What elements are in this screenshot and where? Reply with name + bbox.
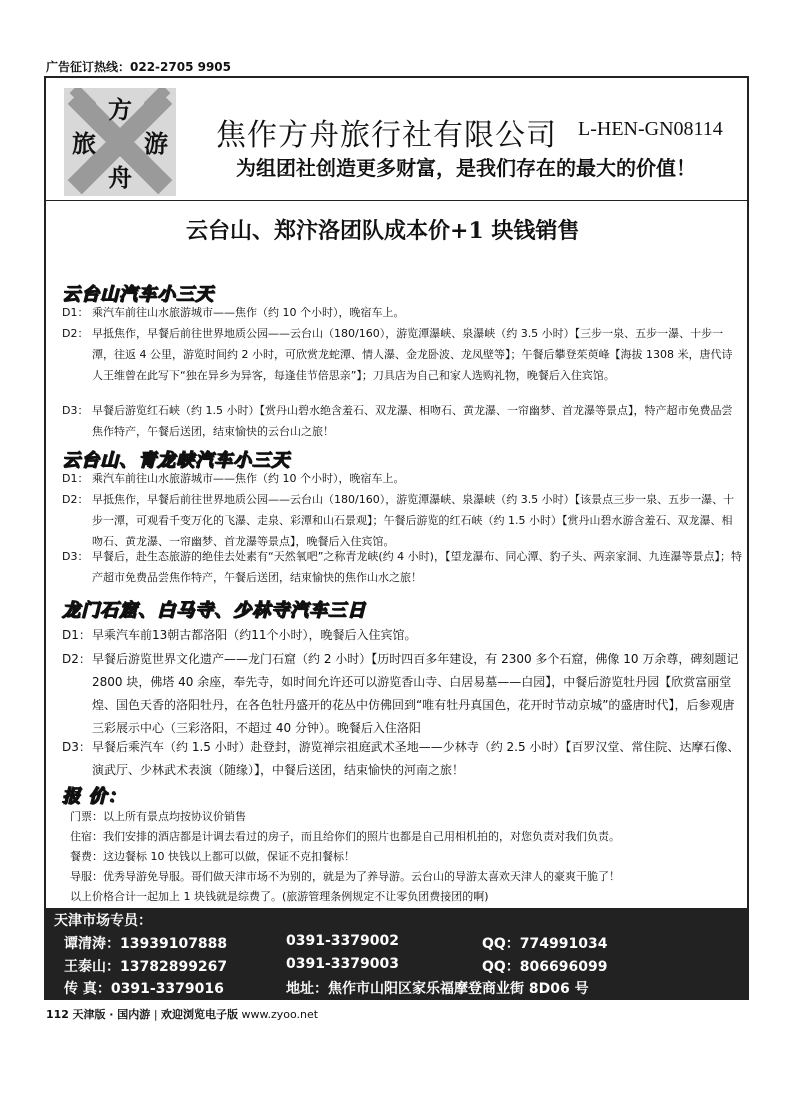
contact-tel: 0391-3379003 [286,956,399,972]
footer-section: 天津版 · 国内游 [72,1008,151,1021]
logo-char-bottom: 舟 [108,164,132,192]
contact-name: 谭清涛：13939107888 [64,936,228,952]
footer-tagline: 欢迎浏览电子版 [161,1008,239,1021]
ad-hotline: 广告征订热线：022-2705 9905 [46,60,232,74]
quote-line: 导服：优秀导游免导服。哥们做天津市场不为别的，就是为了养导游。云台山的导游太喜欢天津人的豪爽干脆了！ [70,870,620,883]
company-name: 焦作方舟旅行社有限公司 [216,118,557,153]
itinerary-day [62,323,742,386]
day-label: D1： [62,472,89,485]
day-label: D1： [62,628,91,642]
itinerary-day [62,736,742,782]
logo-char-top: 方 [108,96,132,124]
day-text: 乘汽车前往山水旅游城市——焦作（约 10 个小时），晚宿车上。 [92,472,405,485]
section-title-yuntai: 云台山汽车小三天 [62,284,214,305]
contact-qq: QQ：774991034 [482,936,608,952]
page-number: 112 [46,1008,69,1021]
page-footer [46,1006,318,1022]
day-label: D3： [62,404,89,417]
ad-headline: 云台山、郑汴洛团队成本价+1 块钱销售 [186,218,580,244]
footer-separator: | [153,1008,158,1021]
itinerary-day [62,489,742,552]
itinerary-day [62,648,742,740]
contact-address: 地址：焦作市山阳区家乐福摩登商业街 8D06 号 [286,981,589,997]
itinerary-day [62,546,742,588]
contact-panel [46,908,747,998]
section-title-qinglong: 云台山、青龙峡汽车小三天 [62,450,290,471]
day-label: D2： [62,652,91,666]
logo-char-right: 游 [144,130,168,158]
itinerary-day [62,468,742,489]
itinerary-day [62,624,742,647]
itinerary-day [62,400,742,442]
day-text: 早餐后乘汽车（约 1.5 小时）赴登封，游览禅宗祖庭武术圣地——少林寺（约 2.5 小时）【百罗汉堂、常住院、达摩石像、演武厅、少林武术表演（随缘）】，中餐后送团，结束愉快的河南之旅！ [92,740,740,777]
quote-line: 住宿：我们安排的酒店都是计调去看过的房子，而且给你们的照片也都是自己用相机拍的，对您负责对我们负责。 [70,830,620,843]
company-slogan: 为组团社创造更多财富，是我们存在的最大的价值！ [236,156,696,180]
quote-line: 餐费：这边餐标 10 快钱以上都可以做，保证不克扣餐标！ [70,850,355,863]
day-text: 早抵焦作，早餐后前往世界地质公园——云台山（180/160），游览潭瀑峡、泉瀑峡（约 3.5 小时）【该景点三步一泉、五步一瀑、十步一潭，可观看千变万化的飞瀑、走泉、彩潭和山石景观】；午餐后游览的红石峡（约 1.5 小时）【赏丹山碧水游含羞石、双龙瀑、相吻石、黄龙瀑、一帘幽梦、首龙瀑等景点】，晚餐后入住宾馆。 [92,493,735,548]
contact-fax: 传 真：0391-3379016 [64,981,224,997]
contact-name: 王泰山：13782899267 [64,959,228,975]
logo-char-left: 旅 [72,130,96,158]
day-label: D2： [62,327,89,340]
day-label: D2： [62,493,89,506]
company-logo [64,88,176,196]
header-divider [44,200,749,201]
day-label: D3： [62,740,91,754]
footer-url[interactable]: www.zyoo.net [241,1008,319,1021]
quote-title: 报 价： [62,786,127,807]
quote-notes [70,807,740,907]
contact-title: 天津市场专员： [54,913,152,929]
day-text: 早乘汽车前13朝古都洛阳（约11个小时），晚餐后入住宾馆。 [92,628,417,642]
day-label: D3： [62,550,89,563]
day-text: 早餐后，赴生态旅游的绝佳去处素有“天然氧吧”之称青龙峡(约 4 小时)，【望龙瀑布、同心潭、豹子头、两亲家洞、九连瀑等景点】；特产超市免费品尝焦作特产，午餐后送团，结束愉快的焦作山水之旅！ [92,550,742,584]
license-code: L-HEN-GN08114 [578,118,723,140]
quote-line: 以上价格合计一起加上 1 块钱就是综费了。(旅游管理条例规定不让零负团费接团的啊) [70,890,489,903]
day-text: 早餐后游览世界文化遗产——龙门石窟（约 2 小时）【历时四百多年建设，有 2300 多个石窟，佛像 10 万余尊，碑刻题记 2800 块，佛塔 40 余座，奉先寺，如时间允许还可以游览香山寺、白居易墓——白园】，中餐后游览牡丹园【欣赏富丽堂煌、国色天香的洛阳牡丹，在各色牡丹盛开的花丛中仿佛回到“唯有牡丹真国色，花开时节动京城”的盛唐时代】，后参观唐三彩展示中心（三彩洛阳，不超过 40 分钟）。晚餐后入住洛阳 [92,652,739,735]
day-text: 乘汽车前往山水旅游城市——焦作（约 10 个小时），晚宿车上。 [92,306,405,319]
quote-line: 门票：以上所有景点均按协议价销售 [70,810,246,823]
day-text: 早抵焦作，早餐后前往世界地质公园——云台山（180/160），游览潭瀑峡、泉瀑峡（约 3.5 小时）【三步一泉、五步一瀑、十步一潭，往返 4 公里，游览时间约 2 小时，可欣赏龙蛇潭、情人瀑、金龙卧波、龙凤壁等】；午餐后攀登茱萸峰【海拔 1308 米，唐代诗人王维曾在此写下“独在异乡为异客，每逢佳节倍思亲”】；刀具店为自己和家人选购礼物，晚餐后入住宾馆。 [92,327,733,382]
day-text: 早餐后游览红石峡（约 1.5 小时）【赏丹山碧水绝含羞石、双龙瀑、相吻石、黄龙瀑、一帘幽梦、首龙瀑等景点】，特产超市免费品尝焦作特产，午餐后送团，结束愉快的云台山之旅！ [92,404,733,438]
contact-qq: QQ：806696099 [482,959,608,975]
day-label: D1： [62,306,89,319]
itinerary-day [62,302,742,323]
contact-tel: 0391-3379002 [286,933,399,949]
section-title-luoyang: 龙门石窟、白马寺、少林寺汽车三日 [62,600,366,621]
